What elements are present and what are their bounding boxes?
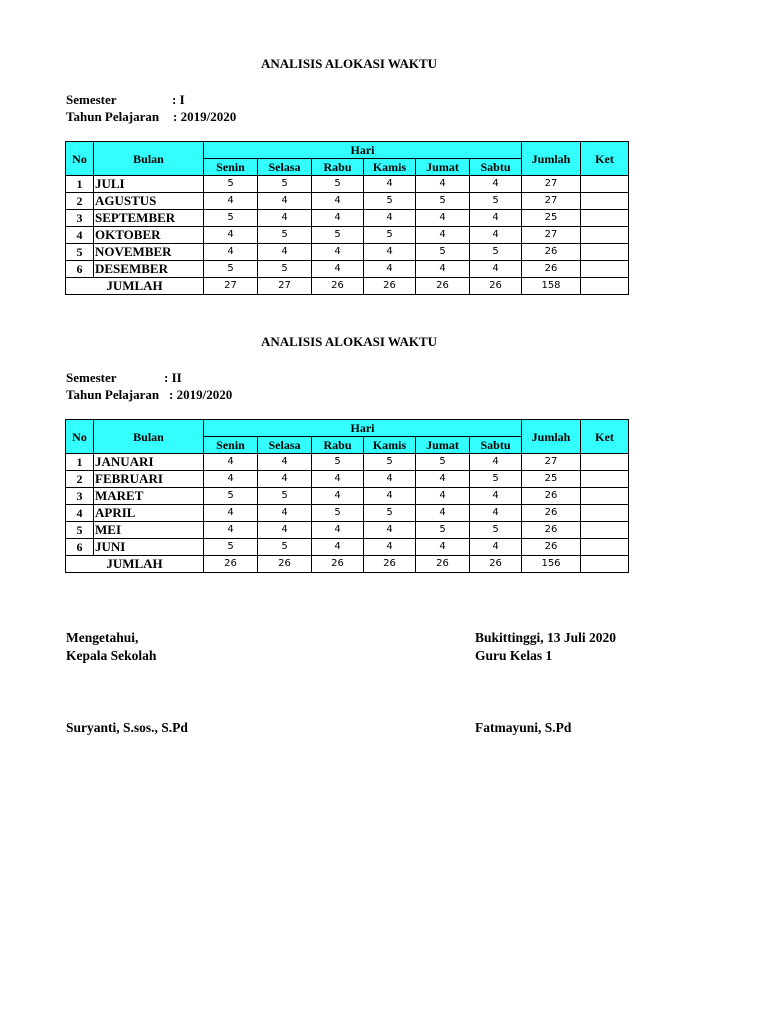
row-month: NOVEMBER xyxy=(94,244,204,261)
row-day-value: 4 xyxy=(204,505,258,522)
row-day-value: 4 xyxy=(312,193,364,210)
total-day-value: 26 xyxy=(416,556,470,573)
row-day-value: 5 xyxy=(312,454,364,471)
section-1-meta xyxy=(66,91,236,125)
header-row xyxy=(66,142,629,159)
row-day-value: 5 xyxy=(416,193,470,210)
total-day-value: 26 xyxy=(470,278,522,295)
row-no: 4 xyxy=(66,505,94,522)
row-no: 1 xyxy=(66,454,94,471)
row-day-value: 4 xyxy=(416,227,470,244)
row-day-value: 4 xyxy=(364,176,416,193)
row-month: JULI xyxy=(94,176,204,193)
year-label: Tahun Pelajaran xyxy=(66,109,160,124)
row-day-value: 4 xyxy=(312,244,364,261)
row-month: AGUSTUS xyxy=(94,193,204,210)
table-row xyxy=(66,244,629,261)
table-row xyxy=(66,539,629,556)
row-day-value: 4 xyxy=(416,488,470,505)
row-day-value: 4 xyxy=(258,454,312,471)
row-jumlah: 27 xyxy=(522,227,581,244)
row-day-value: 4 xyxy=(258,505,312,522)
row-day-value: 4 xyxy=(312,471,364,488)
total-day-value: 26 xyxy=(258,556,312,573)
row-day-value: 4 xyxy=(312,210,364,227)
row-day-value: 4 xyxy=(204,454,258,471)
row-day-value: 5 xyxy=(416,522,470,539)
signature-left-name: Suryanti, S.sos., S.Pd xyxy=(66,720,188,735)
row-no: 2 xyxy=(66,471,94,488)
signature-right-line1: Bukittinggi, 13 Juli 2020 xyxy=(475,630,617,645)
year-label: Tahun Pelajaran xyxy=(66,387,160,402)
header-no: No xyxy=(66,420,94,454)
semester-label: Semester xyxy=(66,92,117,107)
total-row xyxy=(66,278,629,295)
row-day-value: 5 xyxy=(470,471,522,488)
row-day-value: 5 xyxy=(312,227,364,244)
row-day-value: 5 xyxy=(470,193,522,210)
header-bulan: Bulan xyxy=(94,142,204,176)
header-day-sabtu: Sabtu xyxy=(470,159,522,176)
row-no: 5 xyxy=(66,244,94,261)
table-row xyxy=(66,471,629,488)
row-day-value: 4 xyxy=(470,454,522,471)
row-no: 6 xyxy=(66,539,94,556)
year-value: : 2019/2020 xyxy=(169,387,233,402)
row-no: 5 xyxy=(66,522,94,539)
total-day-value: 26 xyxy=(204,556,258,573)
row-month: JUNI xyxy=(94,539,204,556)
row-month: FEBRUARI xyxy=(94,471,204,488)
row-day-value: 4 xyxy=(258,244,312,261)
semester-value: : I xyxy=(172,92,185,107)
row-jumlah: 27 xyxy=(522,454,581,471)
row-month: DESEMBER xyxy=(94,261,204,278)
total-day-value: 27 xyxy=(258,278,312,295)
row-day-value: 4 xyxy=(470,227,522,244)
signature-left-line2: Kepala Sekolah xyxy=(66,648,157,663)
row-day-value: 4 xyxy=(470,488,522,505)
row-day-value: 5 xyxy=(470,244,522,261)
table-row xyxy=(66,210,629,227)
total-ket xyxy=(581,556,629,573)
row-day-value: 5 xyxy=(416,244,470,261)
allocation-table-semester-1 xyxy=(65,141,629,295)
row-ket xyxy=(581,193,629,210)
row-ket xyxy=(581,176,629,193)
header-day-kamis: Kamis xyxy=(364,437,416,454)
row-day-value: 4 xyxy=(204,244,258,261)
total-row xyxy=(66,556,629,573)
row-jumlah: 26 xyxy=(522,488,581,505)
row-day-value: 5 xyxy=(312,505,364,522)
row-day-value: 4 xyxy=(364,261,416,278)
row-no: 3 xyxy=(66,210,94,227)
row-ket xyxy=(581,261,629,278)
row-ket xyxy=(581,488,629,505)
table-row xyxy=(66,454,629,471)
row-day-value: 4 xyxy=(258,522,312,539)
header-day-jumat: Jumat xyxy=(416,159,470,176)
total-jumlah: 156 xyxy=(522,556,581,573)
header-bulan: Bulan xyxy=(94,420,204,454)
row-day-value: 5 xyxy=(258,539,312,556)
total-day-value: 26 xyxy=(364,278,416,295)
row-day-value: 4 xyxy=(416,539,470,556)
row-day-value: 5 xyxy=(204,176,258,193)
row-day-value: 4 xyxy=(470,176,522,193)
header-day-kamis: Kamis xyxy=(364,159,416,176)
total-day-value: 26 xyxy=(312,556,364,573)
row-day-value: 5 xyxy=(204,488,258,505)
header-jumlah: Jumlah xyxy=(522,420,581,454)
table-row xyxy=(66,522,629,539)
header-day-sabtu: Sabtu xyxy=(470,437,522,454)
row-jumlah: 25 xyxy=(522,471,581,488)
row-ket xyxy=(581,454,629,471)
row-jumlah: 26 xyxy=(522,522,581,539)
header-jumlah: Jumlah xyxy=(522,142,581,176)
row-day-value: 5 xyxy=(364,454,416,471)
row-day-value: 4 xyxy=(312,261,364,278)
row-day-value: 4 xyxy=(470,210,522,227)
section-1-title: ANALISIS ALOKASI WAKTU xyxy=(260,56,438,71)
row-ket xyxy=(581,210,629,227)
total-label: JUMLAH xyxy=(66,278,204,295)
table-row xyxy=(66,227,629,244)
row-day-value: 4 xyxy=(364,471,416,488)
row-day-value: 4 xyxy=(258,210,312,227)
table-row xyxy=(66,193,629,210)
header-day-selasa: Selasa xyxy=(258,437,312,454)
year-value: : 2019/2020 xyxy=(173,109,237,124)
row-day-value: 4 xyxy=(312,488,364,505)
row-jumlah: 26 xyxy=(522,539,581,556)
table-row xyxy=(66,176,629,193)
row-month: APRIL xyxy=(94,505,204,522)
signature-right-line2: Guru Kelas 1 xyxy=(475,648,553,663)
row-day-value: 4 xyxy=(364,488,416,505)
signature-right-name: Fatmayuni, S.Pd xyxy=(475,720,572,735)
row-day-value: 4 xyxy=(416,261,470,278)
semester-label: Semester xyxy=(66,370,117,385)
row-day-value: 4 xyxy=(364,210,416,227)
header-hari: Hari xyxy=(204,142,522,159)
header-day-senin: Senin xyxy=(204,159,258,176)
table-row xyxy=(66,261,629,278)
row-ket xyxy=(581,244,629,261)
row-month: MEI xyxy=(94,522,204,539)
row-month: OKTOBER xyxy=(94,227,204,244)
row-jumlah: 27 xyxy=(522,176,581,193)
row-ket xyxy=(581,227,629,244)
signature-right xyxy=(475,629,616,665)
row-no: 6 xyxy=(66,261,94,278)
row-ket xyxy=(581,471,629,488)
header-row xyxy=(66,420,629,437)
row-jumlah: 25 xyxy=(522,210,581,227)
row-no: 2 xyxy=(66,193,94,210)
row-ket xyxy=(581,505,629,522)
row-day-value: 5 xyxy=(204,210,258,227)
row-day-value: 5 xyxy=(258,488,312,505)
row-day-value: 4 xyxy=(258,193,312,210)
header-day-jumat: Jumat xyxy=(416,437,470,454)
row-day-value: 4 xyxy=(204,193,258,210)
row-day-value: 4 xyxy=(470,505,522,522)
total-ket xyxy=(581,278,629,295)
row-day-value: 4 xyxy=(312,539,364,556)
row-month: SEPTEMBER xyxy=(94,210,204,227)
header-day-rabu: Rabu xyxy=(312,437,364,454)
row-day-value: 5 xyxy=(204,261,258,278)
header-hari: Hari xyxy=(204,420,522,437)
row-day-value: 4 xyxy=(416,505,470,522)
row-day-value: 5 xyxy=(364,227,416,244)
total-day-value: 26 xyxy=(416,278,470,295)
signature-left-line1: Mengetahui, xyxy=(66,630,139,645)
row-day-value: 4 xyxy=(204,227,258,244)
row-month: MARET xyxy=(94,488,204,505)
row-jumlah: 26 xyxy=(522,261,581,278)
row-day-value: 5 xyxy=(470,522,522,539)
header-no: No xyxy=(66,142,94,176)
section-2-title: ANALISIS ALOKASI WAKTU xyxy=(260,334,438,349)
row-day-value: 5 xyxy=(364,193,416,210)
row-jumlah: 27 xyxy=(522,193,581,210)
row-day-value: 4 xyxy=(364,244,416,261)
total-day-value: 26 xyxy=(312,278,364,295)
row-day-value: 5 xyxy=(416,454,470,471)
row-day-value: 5 xyxy=(204,539,258,556)
header-ket: Ket xyxy=(581,420,629,454)
table-row xyxy=(66,488,629,505)
row-day-value: 5 xyxy=(312,176,364,193)
semester-value: : II xyxy=(164,370,182,385)
header-day-senin: Senin xyxy=(204,437,258,454)
row-jumlah: 26 xyxy=(522,505,581,522)
row-day-value: 5 xyxy=(258,176,312,193)
row-ket xyxy=(581,539,629,556)
row-day-value: 4 xyxy=(416,176,470,193)
row-day-value: 4 xyxy=(204,522,258,539)
row-no: 4 xyxy=(66,227,94,244)
row-day-value: 4 xyxy=(470,539,522,556)
row-day-value: 4 xyxy=(312,522,364,539)
total-day-value: 26 xyxy=(364,556,416,573)
header-ket: Ket xyxy=(581,142,629,176)
row-day-value: 4 xyxy=(364,539,416,556)
row-day-value: 4 xyxy=(416,210,470,227)
row-day-value: 5 xyxy=(258,261,312,278)
total-jumlah: 158 xyxy=(522,278,581,295)
total-day-value: 26 xyxy=(470,556,522,573)
row-day-value: 4 xyxy=(470,261,522,278)
signature-left xyxy=(66,629,156,665)
total-day-value: 27 xyxy=(204,278,258,295)
row-day-value: 4 xyxy=(204,471,258,488)
row-day-value: 4 xyxy=(364,522,416,539)
row-day-value: 5 xyxy=(364,505,416,522)
row-jumlah: 26 xyxy=(522,244,581,261)
table-row xyxy=(66,505,629,522)
total-label: JUMLAH xyxy=(66,556,204,573)
header-day-rabu: Rabu xyxy=(312,159,364,176)
allocation-table-semester-2 xyxy=(65,419,629,573)
header-day-selasa: Selasa xyxy=(258,159,312,176)
row-ket xyxy=(581,522,629,539)
row-no: 1 xyxy=(66,176,94,193)
row-day-value: 4 xyxy=(416,471,470,488)
section-2-meta xyxy=(66,369,232,403)
row-day-value: 4 xyxy=(258,471,312,488)
row-no: 3 xyxy=(66,488,94,505)
row-month: JANUARI xyxy=(94,454,204,471)
row-day-value: 5 xyxy=(258,227,312,244)
